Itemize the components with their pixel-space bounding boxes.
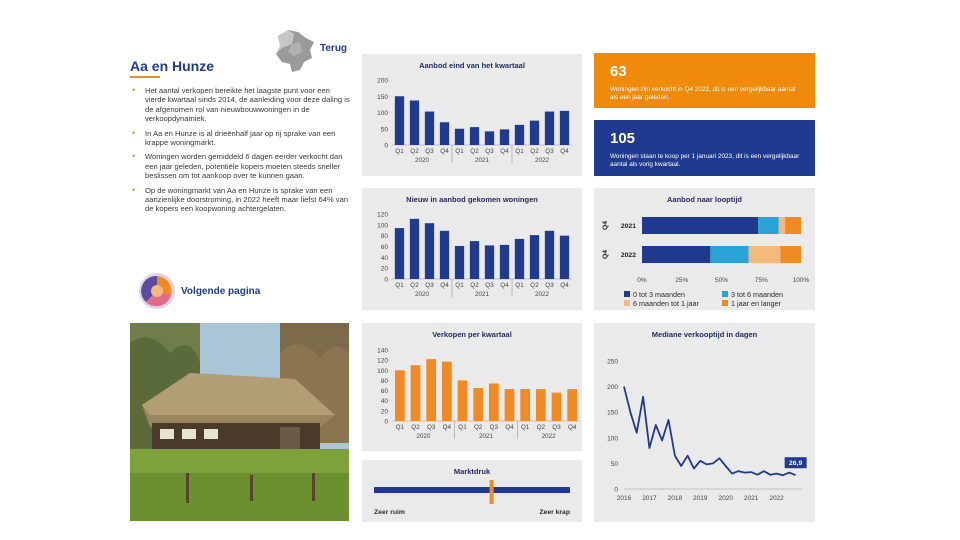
- bar: [530, 121, 539, 145]
- y-tick-label: 60: [380, 244, 388, 251]
- legend-label: 6 maanden tot 1 jaar: [633, 299, 699, 308]
- y-tick-label: 0: [614, 486, 618, 494]
- x-tick-label: 25%: [675, 277, 689, 284]
- bullet-item: • Het aantal verkopen bereikte het laagste punt voor een vierde kwartaal sinds 2014, de aanleiding voor deze daling is de afgenomen rol van nieuwbouwwoningen in de verkoopdynamiek.: [130, 86, 352, 124]
- x-tick-label: Q3: [425, 282, 434, 289]
- y-tick-label: 150: [607, 409, 618, 417]
- title-underline: [130, 76, 160, 78]
- y-tick-label: 40: [380, 254, 388, 262]
- y-tick-label: 100: [377, 222, 388, 230]
- stacked-bar-segment: [710, 246, 748, 263]
- legend-item: [624, 290, 685, 299]
- bar: [411, 365, 421, 421]
- x-tick-label: Q2: [473, 424, 483, 431]
- stacked-bar-segment: [749, 246, 781, 263]
- bar: [440, 122, 449, 145]
- x-tick-label: Q2: [530, 148, 539, 155]
- kpi-for-sale: [594, 120, 815, 176]
- x-tick-label: Q1: [395, 282, 404, 289]
- year-label: 2021: [478, 433, 494, 440]
- x-tick-label: 50%: [714, 277, 729, 284]
- year-label: 2020: [414, 291, 430, 298]
- bar: [545, 112, 554, 145]
- x-tick-label: Q3: [425, 148, 434, 155]
- stacked-bar-segment: [779, 217, 785, 234]
- y-tick-label: 200: [607, 384, 618, 392]
- series-line: [624, 387, 796, 476]
- y-tick-label: 140: [377, 347, 388, 355]
- y-tick-label: 200: [377, 77, 388, 85]
- kpi-value: 63: [610, 63, 627, 80]
- nieuw-aanbod-bar-chart: [362, 188, 582, 310]
- marktdruk-left-label: Zeer ruim: [374, 509, 405, 516]
- bar: [455, 246, 464, 279]
- x-tick-label: Q1: [520, 424, 530, 431]
- marktdruk-title: Marktdruk: [453, 467, 491, 476]
- chart-title: Aanbod naar looptijd: [667, 195, 742, 204]
- kpi-value: 105: [610, 130, 636, 147]
- bar: [489, 383, 499, 421]
- kpi-sold: [594, 53, 815, 108]
- stacked-bar-segment: [780, 246, 801, 263]
- stacked-bar-segment: [785, 217, 801, 234]
- year-label: 2020: [414, 157, 430, 164]
- stacked-bar-segment: [758, 217, 779, 234]
- x-tick-label: 2018: [667, 495, 683, 502]
- y-tick-label: 60: [380, 388, 388, 396]
- bar: [500, 245, 509, 279]
- year-label: 2020: [416, 433, 431, 440]
- x-tick-label: Q2: [410, 282, 419, 289]
- bar: [530, 235, 539, 279]
- legend-swatch: [624, 300, 630, 306]
- municipality-map-icon[interactable]: [272, 28, 316, 74]
- x-tick-label: Q3: [545, 148, 554, 155]
- y-tick-label: 0: [384, 418, 388, 426]
- legend-item: [624, 299, 699, 308]
- chart-panel-verkooptijd: [594, 323, 815, 522]
- legend-label: 0 tot 3 maanden: [633, 290, 685, 299]
- chart-title: Aanbod eind van het kwartaal: [419, 61, 525, 70]
- x-tick-label: Q2: [470, 148, 479, 155]
- x-tick-label: 100%: [792, 277, 810, 284]
- last-value-label: 26,9: [789, 460, 803, 468]
- marktdruk-right-label: Zeer krap: [539, 509, 570, 516]
- bar: [470, 241, 479, 279]
- bar: [395, 228, 404, 279]
- y-tick-label: 100: [377, 110, 388, 117]
- bar: [410, 100, 419, 145]
- bar: [455, 129, 464, 145]
- bar: [425, 112, 434, 145]
- bar: [520, 389, 530, 421]
- x-tick-label: 2021: [743, 495, 759, 502]
- legend-swatch: [722, 300, 728, 306]
- row-label: 2021: [620, 223, 636, 230]
- x-tick-label: Q3: [552, 424, 561, 431]
- y-tick-label: 250: [607, 358, 618, 366]
- stacked-bar-segment: [642, 217, 758, 234]
- bar: [536, 389, 546, 421]
- aanbod-bar-chart: [362, 54, 582, 176]
- y-tick-label: 50: [610, 460, 618, 468]
- bullet-item: • In Aa en Hunze is al drieënhalf jaar op rij sprake van een krappe woningmarkt.: [130, 129, 352, 148]
- bar: [567, 389, 577, 421]
- x-tick-label: Q4: [505, 424, 514, 431]
- x-tick-label: Q2: [536, 424, 546, 431]
- kpi-description: Woningen staan te koop per 1 januari 2023, dit is een vergelijkbaar aantal als vorig kwartaal.: [610, 153, 800, 168]
- x-tick-label: Q4: [500, 282, 509, 289]
- bullet-item: • Woningen worden gemiddeld 6 dagen eerder verkocht dan een jaar geleden, potentiële kopers moeten steeds sneller beslissen om tot aankoop over te kunnen gaan.: [130, 152, 352, 180]
- x-tick-label: Q1: [458, 424, 467, 431]
- row-prefix-label: Q4: [602, 220, 609, 231]
- x-tick-label: Q4: [567, 424, 577, 431]
- x-tick-label: Q2: [411, 424, 420, 431]
- bar: [552, 393, 562, 421]
- x-tick-label: Q3: [485, 282, 494, 289]
- bar: [485, 245, 494, 279]
- x-tick-label: Q3: [545, 282, 554, 289]
- y-tick-label: 50: [380, 126, 388, 134]
- marktdruk-marker: [490, 480, 494, 504]
- x-tick-label: Q3: [426, 424, 436, 431]
- bar: [410, 219, 419, 279]
- x-tick-label: Q1: [395, 148, 404, 155]
- bar: [470, 127, 479, 145]
- x-tick-label: Q1: [455, 148, 464, 155]
- verkooptijd-line-chart: [594, 323, 815, 522]
- bar: [426, 359, 436, 421]
- chart-title: Verkopen per kwartaal: [432, 330, 512, 339]
- x-tick-label: Q3: [489, 424, 499, 431]
- x-tick-label: Q4: [560, 148, 569, 155]
- x-tick-label: Q4: [442, 424, 452, 431]
- bar: [440, 231, 449, 279]
- chart-title: Nieuw in aanbod gekomen woningen: [406, 195, 538, 204]
- year-label: 2022: [534, 291, 550, 298]
- bar: [395, 96, 404, 145]
- x-tick-label: Q4: [500, 148, 509, 155]
- x-tick-label: Q2: [410, 148, 419, 155]
- legend-item: [722, 299, 781, 308]
- x-tick-label: Q2: [530, 282, 539, 289]
- chart-panel-aanbod: [362, 54, 582, 176]
- y-tick-label: 20: [380, 408, 388, 416]
- x-tick-label: Q2: [470, 282, 479, 289]
- page-title: Aa en Hunze: [130, 58, 215, 74]
- bar: [442, 362, 452, 421]
- bar: [515, 125, 524, 145]
- bar: [560, 111, 569, 145]
- y-tick-label: 120: [377, 211, 388, 219]
- bar: [560, 236, 569, 279]
- y-tick-label: 80: [380, 233, 388, 241]
- y-tick-label: 80: [380, 377, 388, 385]
- next-page-link[interactable]: Volgende pagina: [181, 286, 261, 297]
- next-page-icon[interactable]: [138, 272, 176, 310]
- x-tick-label: Q4: [560, 282, 569, 289]
- legend-swatch: [722, 291, 728, 297]
- y-tick-label: 40: [380, 398, 388, 406]
- chart-title: Mediane verkooptijd in dagen: [651, 330, 758, 339]
- x-tick-label: Q3: [485, 148, 494, 155]
- x-tick-label: 0%: [637, 277, 647, 284]
- kpi-description: Woningen zijn verkocht in Q4 2022, dit is een vergelijkbaar aantal als een jaar geleden.: [610, 86, 796, 101]
- x-tick-label: Q4: [440, 148, 449, 155]
- y-tick-label: 100: [377, 367, 388, 375]
- bar: [458, 380, 468, 421]
- legend-swatch: [624, 291, 630, 297]
- summary-bullets: [130, 86, 352, 219]
- marktdruk-panel: [362, 460, 582, 522]
- bar: [515, 239, 524, 279]
- chart-panel-nieuw-aanbod: [362, 188, 582, 310]
- x-tick-label: 2022: [769, 495, 784, 502]
- back-link[interactable]: Terug: [320, 43, 348, 54]
- x-tick-label: 2016: [616, 495, 632, 502]
- bar: [505, 389, 515, 421]
- row-prefix-label: Q4: [602, 249, 609, 260]
- verkopen-bar-chart: [362, 323, 582, 451]
- y-tick-label: 120: [377, 357, 388, 365]
- y-tick-label: 20: [380, 265, 388, 273]
- bar: [425, 223, 434, 279]
- y-tick-label: 100: [607, 435, 618, 443]
- y-tick-label: 0: [384, 142, 388, 150]
- x-tick-label: 2019: [693, 495, 708, 502]
- bar: [500, 129, 509, 145]
- bar: [395, 370, 405, 421]
- x-tick-label: 75%: [754, 277, 768, 284]
- x-tick-label: Q1: [455, 282, 464, 289]
- x-tick-label: Q1: [515, 282, 524, 289]
- marktdruk-bar: [374, 487, 570, 493]
- bar: [485, 131, 494, 145]
- stacked-bar-segment: [642, 246, 710, 263]
- x-tick-label: 2020: [718, 495, 733, 502]
- year-label: 2021: [474, 157, 490, 164]
- y-tick-label: 150: [377, 93, 388, 101]
- marktdruk-gauge: [362, 460, 582, 522]
- x-tick-label: Q1: [395, 424, 405, 431]
- bar: [545, 231, 554, 279]
- farmhouse-photo: [130, 323, 349, 521]
- row-label: 2022: [620, 252, 636, 259]
- x-tick-label: Q4: [440, 282, 449, 289]
- bullet-item: • Op de woningmarkt van Aa en Hunze is sprake van een aanzienlijke doorstroming, in 2022 heeft maar liefst 64% van de kopers een koopwoning achtergelaten.: [130, 186, 352, 214]
- legend-label: 3 tot 6 maanden: [731, 290, 783, 299]
- year-label: 2022: [541, 433, 556, 440]
- year-label: 2022: [534, 157, 550, 164]
- legend-label: 1 jaar en langer: [731, 299, 781, 308]
- chart-panel-verkopen: [362, 323, 582, 451]
- bar: [473, 388, 483, 421]
- x-tick-label: 2017: [642, 495, 657, 502]
- year-label: 2021: [474, 291, 490, 298]
- y-tick-label: 0: [384, 276, 388, 284]
- legend-item: [722, 290, 783, 299]
- x-tick-label: Q1: [515, 148, 524, 155]
